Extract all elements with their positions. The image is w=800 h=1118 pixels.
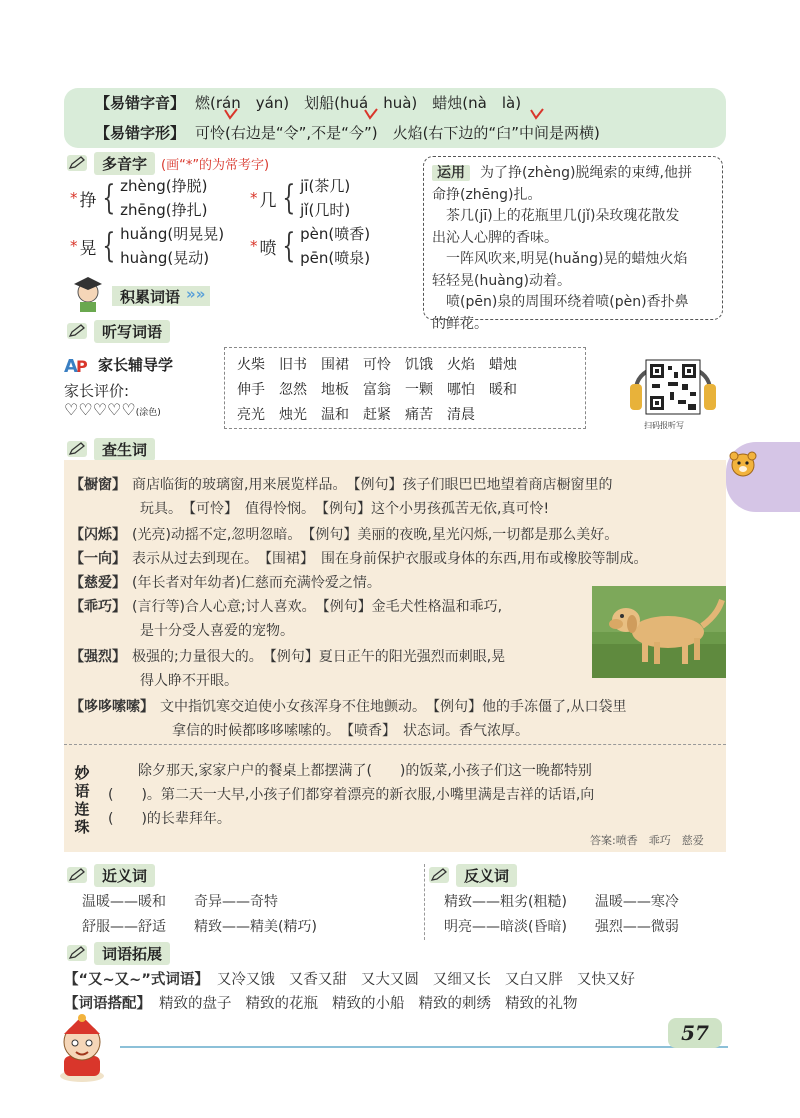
pencil-icon — [66, 322, 88, 340]
polyphone-item: * 晃 { huǎng(明晃晃) huàng(晃动) — [70, 225, 225, 267]
vocab-line: 【强烈】 极强的;力量很大的。 【例句】夏日正午的阳光强烈而刺眼,晃 — [70, 649, 506, 665]
polyphone-item: * 几 { jī(茶几) jǐ(几时) — [250, 177, 351, 219]
heart-rating[interactable]: ♡♡♡♡♡(涂色) — [64, 400, 161, 419]
miao-line: 除夕那天,家家户户的餐桌上都摆满了( )的饭菜,小孩子们这一晚都特别 — [138, 763, 592, 779]
polyphone-header — [66, 152, 269, 174]
synonym-row: 温暖——暖和 奇异——奇特 — [82, 894, 278, 910]
miao-label: 妙 语 连 珠 — [74, 764, 90, 836]
vocab-line: 玩具。 【可怜】 值得怜悯。 【例句】这个小男孩孤苦无依,真可怜! — [140, 501, 550, 517]
vocab-line: 【乖巧】 (言行等)合人心意;讨人喜欢。 【例句】金毛犬性格温和乖巧, — [70, 599, 503, 615]
pencil-icon — [428, 866, 450, 884]
polyphone-title: 多音字 — [94, 152, 155, 175]
synonym-title: 近义词 — [94, 864, 155, 887]
antonym-header — [428, 864, 517, 886]
extend-title: 词语拓展 — [94, 942, 170, 965]
vocab-line: 【橱窗】 商店临街的玻璃窗,用来展览样品。 【例句】孩子们眼巴巴地望着商店橱窗里的 — [70, 477, 613, 493]
pencil-icon — [66, 154, 88, 172]
usage-box: 运用 为了挣(zhèng)脱绳索的束缚,他拼 命挣(zhēng)扎。 茶几(jī)上的花瓶里几(jǐ)朵玫瑰花散发 出沁人心脾的香味。 一阵风吹来,明晃(huǎng)晃的蜡烛火焰 轻轻晃(huàng)动着。 喷(pēn)泉的周围环绕着喷(pèn)香扑鼻 的鲜花。 — [423, 156, 723, 320]
parent-guide: A P 家长辅导学 — [64, 355, 174, 375]
extend-line: 【“又~又~”式词语】 又冷又饿 又香又甜 又大又圆 又细又长 又白又胖 又快又好 — [64, 972, 635, 988]
dictation-box — [224, 347, 586, 429]
antonym-row: 精致——粗劣(粗糙) 温暖——寒冷 — [444, 894, 679, 910]
extend-line: 【词语搭配】 精致的盘子 精致的花瓶 精致的小船 精致的刺绣 精致的礼物 — [64, 996, 578, 1012]
parent-eval-label: 家长评价: — [64, 382, 130, 400]
dictation-row: 亮光 烛光 温和 赶紧 痛苦 清晨 — [237, 407, 475, 423]
check-mark-icon — [224, 108, 238, 120]
vocab-line: 【慈爱】 (年长者对年幼者)仁慈而充满怜爱之情。 — [70, 575, 381, 591]
tiger-face-icon — [728, 450, 758, 478]
synonym-row: 舒服——舒适 精致——精美(精巧) — [82, 919, 317, 935]
extend-header — [66, 942, 170, 964]
mascot-icon — [44, 1012, 120, 1084]
vocab-line: 【闪烁】 (光亮)动摇不定,忽明忽暗。 【例句】美丽的夜晚,星光闪烁,一切都是那么美好。 — [70, 527, 619, 543]
vocab-header — [66, 438, 155, 460]
check-mark-icon — [530, 108, 544, 120]
divider — [64, 744, 726, 745]
pencil-icon — [66, 866, 88, 884]
miao-line: ( )。第二天一大早,小孩子们都穿着漂亮的新衣服,小嘴里满是吉祥的话语,向 — [108, 787, 595, 803]
miao-answer: 答案:喷香 乖巧 慈爱 — [590, 834, 704, 847]
footer-line — [120, 1046, 728, 1048]
polyphone-item: * 挣 { zhèng(挣脱) zhēng(挣扎) — [70, 177, 208, 219]
error-char-line: 【易错字形】 可怜(右边是“令”,不是“今”) 火焰(右下边的“臼”中间是两横) — [95, 124, 600, 142]
svg-text:P: P — [76, 356, 88, 375]
pencil-icon — [66, 440, 88, 458]
synonym-header — [66, 864, 155, 886]
polyphone-item: * 喷 { pèn(喷香) pēn(喷泉) — [250, 225, 371, 267]
qr-code-icon[interactable] — [626, 346, 720, 430]
chevron-right-icon: »» — [186, 285, 206, 303]
polyphone-note: (画“*”的为常考字) — [161, 157, 270, 173]
vocab-line: 是十分受人喜爱的宠物。 — [140, 623, 294, 639]
dictation-row: 火柴 旧书 围裙 可怜 饥饿 火焰 蜡烛 — [237, 357, 517, 373]
miao-line: ( )的长辈拜年。 — [108, 811, 231, 827]
vocab-line: 拿信的时候都哆哆嗦嗦的。 【喷香】 状态词。香气浓厚。 — [172, 723, 529, 739]
dictation-title: 听写词语 — [94, 320, 170, 343]
antonym-row: 明亮——暗淡(昏暗) 强烈——微弱 — [444, 919, 679, 935]
divider — [424, 864, 425, 940]
svg-text:A: A — [64, 355, 78, 375]
vocab-title: 查生词 — [94, 438, 155, 461]
page-number: 57 — [668, 1018, 722, 1048]
golden-retriever-photo — [592, 586, 726, 678]
ap-logo-icon — [64, 355, 92, 375]
pencil-icon — [66, 944, 88, 962]
vocab-line: 得人睁不开眼。 — [140, 673, 238, 689]
check-mark-icon — [364, 108, 378, 120]
dictation-row: 伸手 忽然 地板 富翁 一颗 哪怕 暖和 — [237, 382, 517, 398]
accum-title: 积累词语 — [120, 288, 181, 306]
dictation-header — [66, 320, 170, 342]
student-mascot-icon — [66, 274, 114, 314]
vocab-line: 【一向】 表示从过去到现在。 【围裙】 围在身前保护衣服或身体的东西,用布或橡胶等制成。 — [70, 551, 648, 567]
qr-caption: 扫码报听写 — [644, 421, 684, 430]
antonym-title: 反义词 — [456, 864, 517, 887]
error-pron-line: 【易错字音】 燃(rán yán) 划船(huá huà) 蜡烛(nà là) — [95, 94, 522, 112]
usage-tag: 运用 — [432, 165, 470, 181]
vocab-line: 【哆哆嗦嗦】 文中指饥寒交迫使小女孩浑身不住地颤动。 【例句】他的手冻僵了,从口袋里 — [70, 699, 627, 715]
